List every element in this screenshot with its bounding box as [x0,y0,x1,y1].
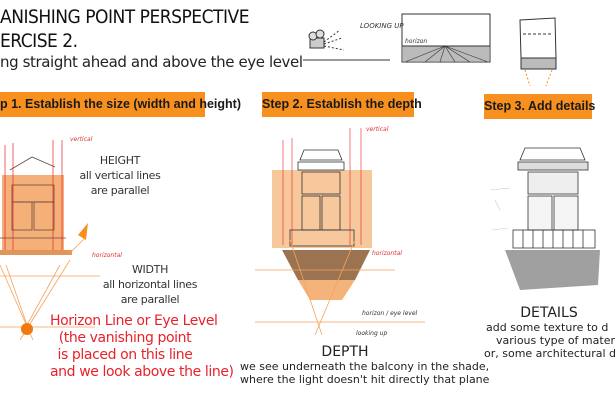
camera-sketch [303,30,390,60]
width-desc2: are parallel [120,293,180,306]
horizontal-label: horizontal [92,252,122,259]
step3-sketch [490,148,600,290]
step2-vertical-label: vertical [366,126,389,133]
horizon-thumb-label: horizon [405,38,428,45]
details-line3: or, some architectural d [484,347,616,360]
width-note [100,262,200,307]
depth-line1: we see underneath the balcony in the shade, [240,360,490,373]
depth-line2: where the light doesn't hit directly that plane [240,373,490,386]
horizon-line-3: is placed on this line [57,347,193,363]
vertical-label: vertical [70,136,93,143]
height-note [75,153,165,198]
page-subtitle: ng straight ahead and above the eye level [0,53,303,71]
horizon-note [50,313,234,381]
details-line1: add some texture to d [486,321,609,334]
horizon-line-1: Horizon Line or Eye Level [50,313,218,329]
step2-sketch [255,128,425,335]
step2-looking-label: looking up [356,330,388,337]
page-title-line2: ERCISE 2. [0,30,78,52]
box-thumbnail [520,18,556,86]
step3-banner: Step 3. Add details [484,94,592,119]
step1-banner: p 1. Establish the size (width and height) [0,92,205,117]
details-caption [484,305,614,360]
horizon-line-2: (the vanishing point [58,330,192,346]
depth-title: DEPTH [321,344,369,360]
step2-horizontal-label: horizontal [372,250,402,257]
height-desc2: are parallel [90,184,150,197]
details-line2: various type of mater [496,334,615,347]
camera-label: LOOKING UP [360,22,404,30]
width-title: WIDTH [131,263,169,276]
depth-caption [240,344,490,386]
height-desc1: all vertical lines [79,169,161,182]
height-title: HEIGHT [99,154,141,167]
width-desc1: all horizontal lines [102,278,198,291]
details-title: DETAILS [520,305,578,321]
step2-banner: Step 2. Establish the depth [262,92,414,117]
horizon-line-4: and we look above the line) [50,364,234,380]
page-title-line1: ANISHING POINT PERSPECTIVE [0,6,250,28]
step2-horizon-label: horizon / eye level [362,310,418,317]
